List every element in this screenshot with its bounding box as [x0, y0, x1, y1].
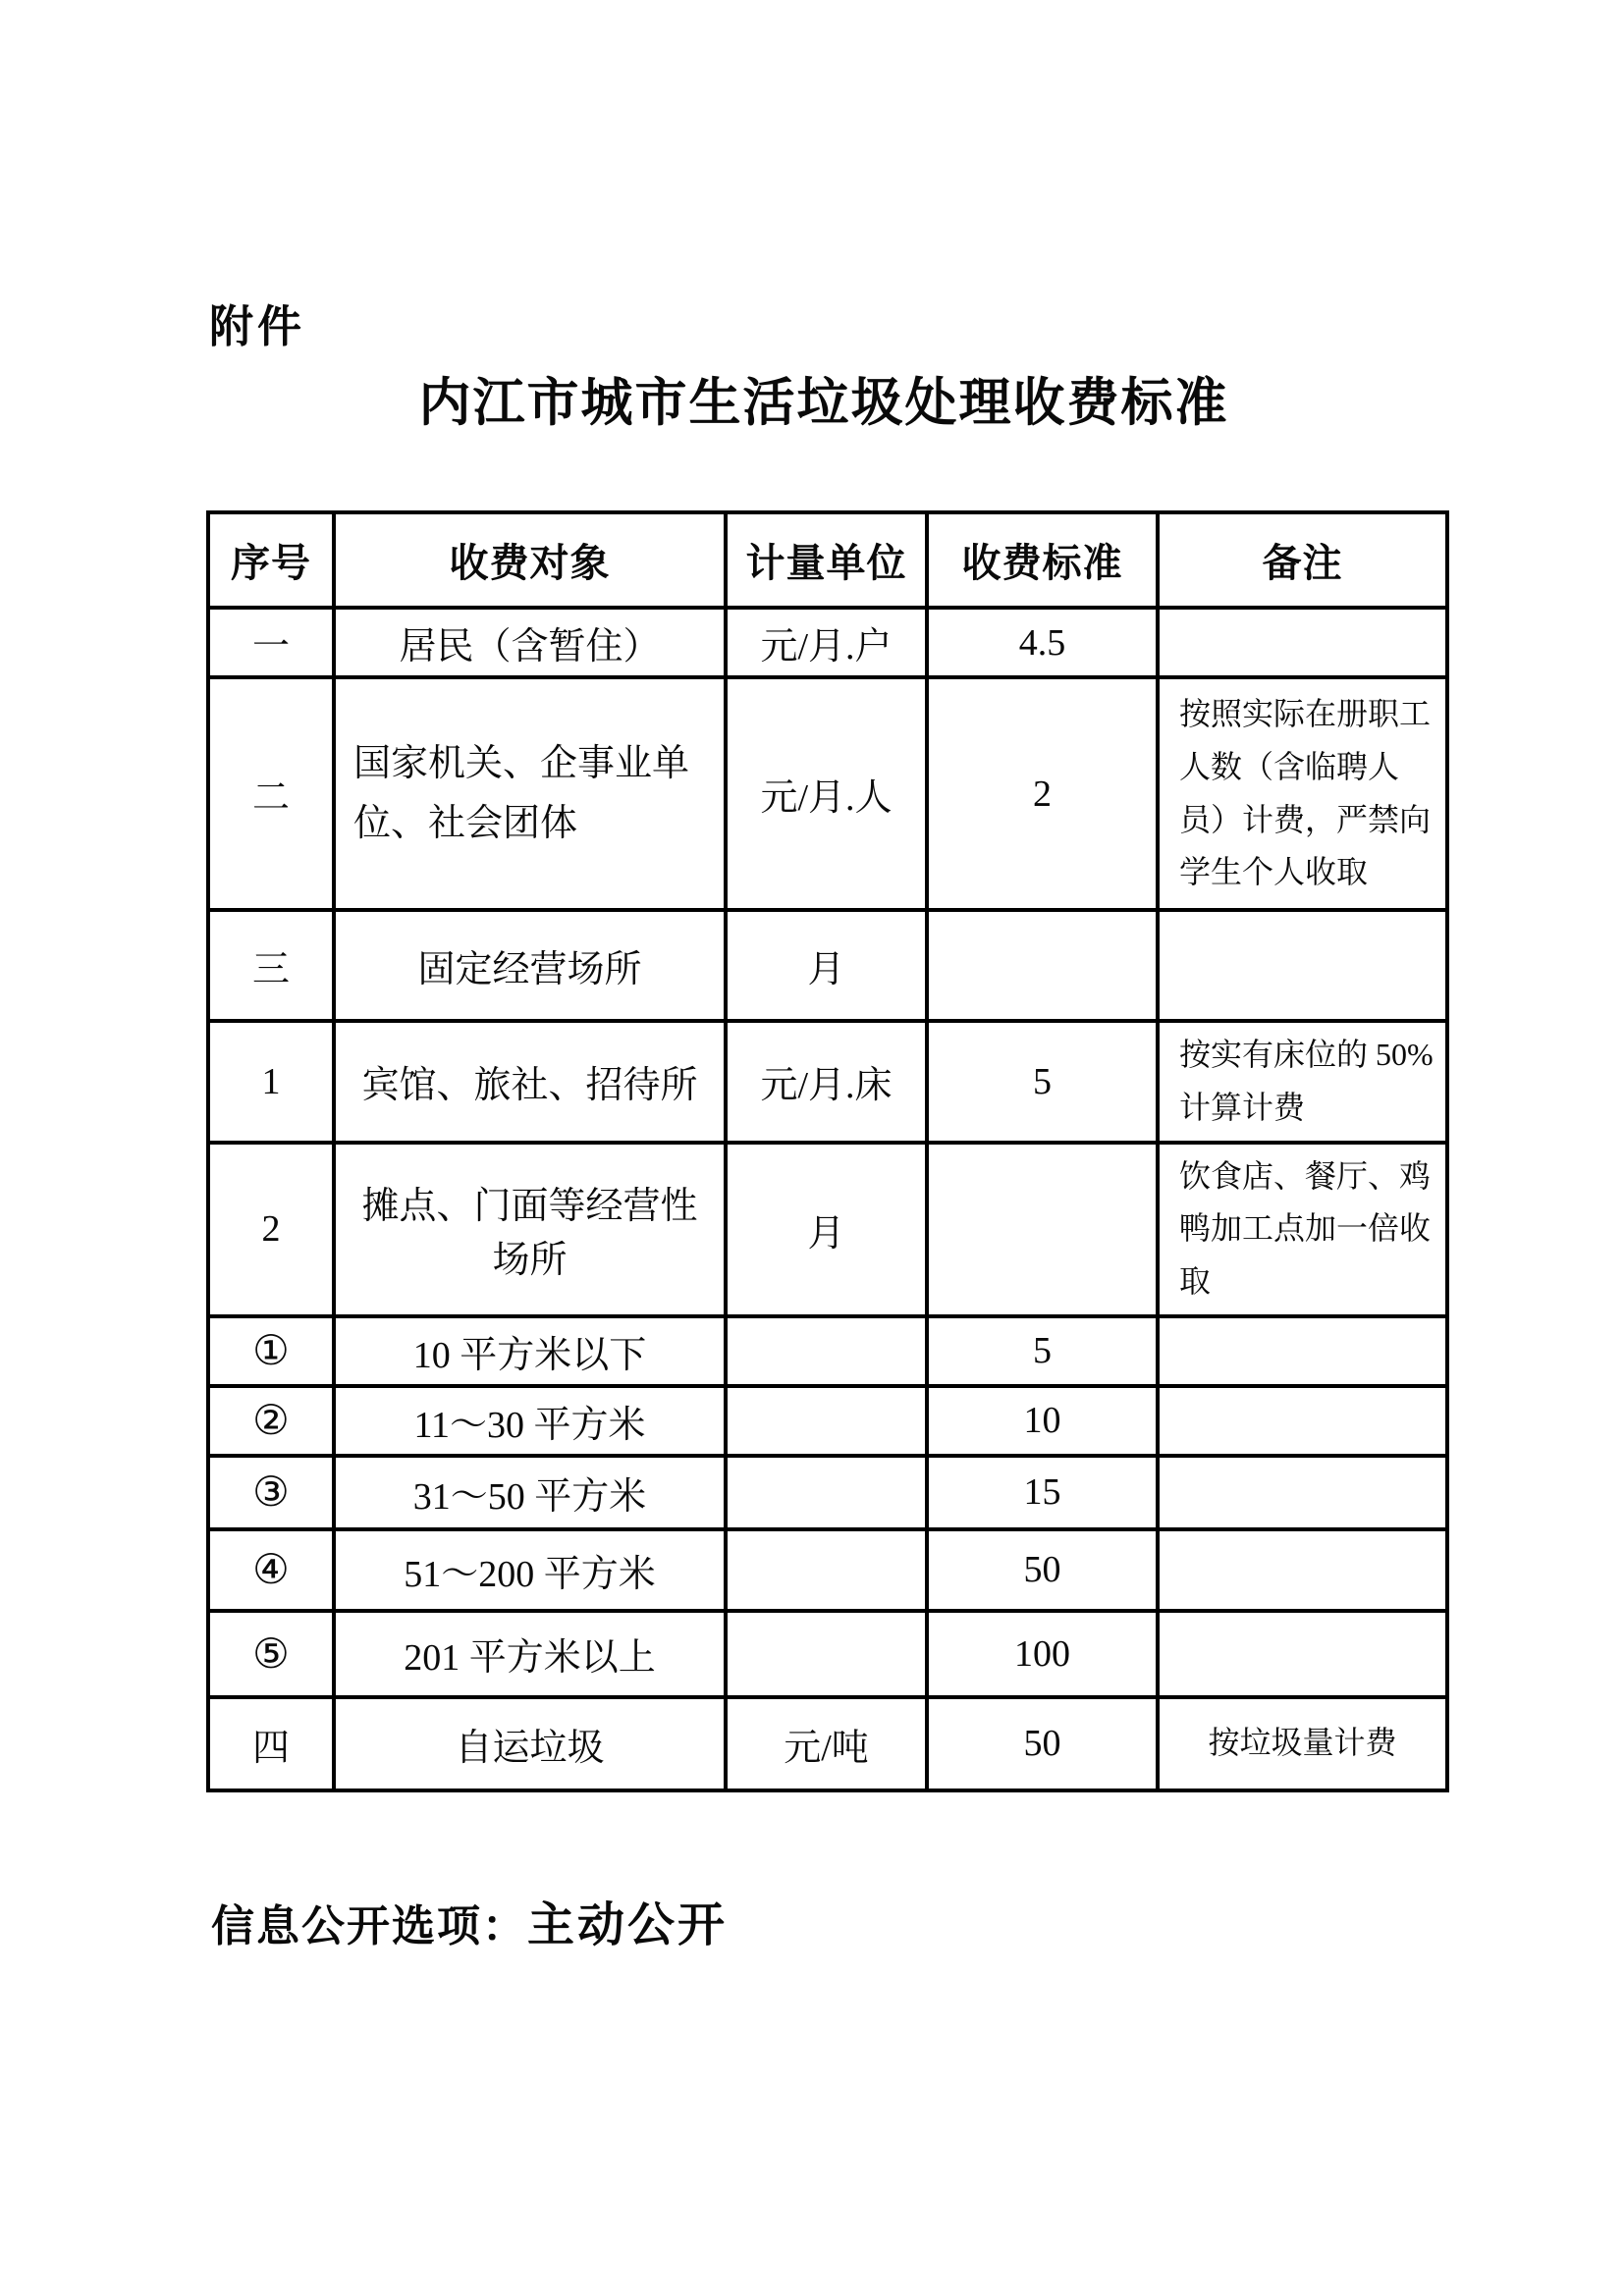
- cell-target: 51～200 平方米: [334, 1529, 726, 1611]
- cell-target: 固定经营场所: [334, 910, 726, 1021]
- cell-seq: 一: [208, 608, 334, 677]
- cell-seq: ①: [208, 1316, 334, 1386]
- cell-seq: ④: [208, 1529, 334, 1611]
- cell-target: 宾馆、旅社、招待所: [334, 1021, 726, 1143]
- cell-fee: 5: [927, 1316, 1158, 1386]
- cell-target: 摊点、门面等经营性场所: [334, 1143, 726, 1316]
- cell-fee: 15: [927, 1456, 1158, 1529]
- cell-unit: [726, 1529, 927, 1611]
- cell-remark: [1158, 910, 1447, 1021]
- cell-fee: 100: [927, 1611, 1158, 1697]
- cell-seq: 四: [208, 1697, 334, 1790]
- cell-unit: 月: [726, 910, 927, 1021]
- cell-remark: [1158, 1316, 1447, 1386]
- cell-remark: 按实有床位的 50%计算计费: [1158, 1021, 1447, 1143]
- cell-remark: [1158, 608, 1447, 677]
- cell-target: 国家机关、企事业单位、社会团体: [334, 677, 726, 910]
- cell-remark: [1158, 1386, 1447, 1456]
- table-row: [208, 1143, 1447, 1316]
- header-fee: 收费标准: [927, 512, 1158, 608]
- cell-unit: 月: [726, 1143, 927, 1316]
- table-row: [208, 910, 1447, 1021]
- cell-fee: 2: [927, 677, 1158, 910]
- header-unit: 计量单位: [726, 512, 927, 608]
- cell-fee: 5: [927, 1021, 1158, 1143]
- table-row: [208, 1611, 1447, 1697]
- header-target: 收费对象: [334, 512, 726, 608]
- disclosure-value: 主动公开: [527, 1899, 729, 1951]
- cell-target: 自运垃圾: [334, 1697, 726, 1790]
- cell-target: 201 平方米以上: [334, 1611, 726, 1697]
- cell-fee: [927, 1143, 1158, 1316]
- disclosure-note: [211, 1887, 728, 1954]
- cell-seq: 1: [208, 1021, 334, 1143]
- cell-unit: 元/月.户: [726, 608, 927, 677]
- table-row: [208, 608, 1447, 677]
- cell-target: 11～30 平方米: [334, 1386, 726, 1456]
- table-row: [208, 1386, 1447, 1456]
- cell-remark: 饮食店、餐厅、鸡鸭加工点加一倍收取: [1158, 1143, 1447, 1316]
- cell-unit: 元/月.人: [726, 677, 927, 910]
- cell-unit: 元/吨: [726, 1697, 927, 1790]
- cell-seq: 二: [208, 677, 334, 910]
- cell-remark: 按垃圾量计费: [1158, 1697, 1447, 1790]
- table-header-row: [208, 512, 1447, 608]
- cell-unit: [726, 1611, 927, 1697]
- cell-target: 居民（含暂住）: [334, 608, 726, 677]
- cell-unit: [726, 1386, 927, 1456]
- table-row: [208, 1697, 1447, 1790]
- header-remark: 备注: [1158, 512, 1447, 608]
- cell-seq: 2: [208, 1143, 334, 1316]
- table-row: [208, 1456, 1447, 1529]
- fee-table: [206, 510, 1449, 1792]
- cell-unit: [726, 1316, 927, 1386]
- cell-remark: 按照实际在册职工人数（含临聘人员）计费，严禁向学生个人收取: [1158, 677, 1447, 910]
- cell-fee: 50: [927, 1529, 1158, 1611]
- cell-fee: [927, 910, 1158, 1021]
- cell-seq: 三: [208, 910, 334, 1021]
- cell-unit: 元/月.床: [726, 1021, 927, 1143]
- table-row: [208, 677, 1447, 910]
- table-row: [208, 1316, 1447, 1386]
- disclosure-label: 信息公开选项：: [211, 1902, 527, 1950]
- header-seq: 序号: [208, 512, 334, 608]
- cell-remark: [1158, 1529, 1447, 1611]
- page-title: 内江市城市生活垃圾处理收费标准: [418, 375, 1229, 432]
- cell-seq: ②: [208, 1386, 334, 1456]
- cell-remark: [1158, 1456, 1447, 1529]
- cell-seq: ⑤: [208, 1611, 334, 1697]
- cell-seq: ③: [208, 1456, 334, 1529]
- cell-fee: 10: [927, 1386, 1158, 1456]
- attachment-label: 附件: [209, 301, 306, 351]
- cell-target: 10 平方米以下: [334, 1316, 726, 1386]
- cell-fee: 50: [927, 1697, 1158, 1790]
- table-row: [208, 1529, 1447, 1611]
- table-row: [208, 1021, 1447, 1143]
- cell-remark: [1158, 1611, 1447, 1697]
- cell-fee: 4.5: [927, 608, 1158, 677]
- cell-target: 31～50 平方米: [334, 1456, 726, 1529]
- cell-unit: [726, 1456, 927, 1529]
